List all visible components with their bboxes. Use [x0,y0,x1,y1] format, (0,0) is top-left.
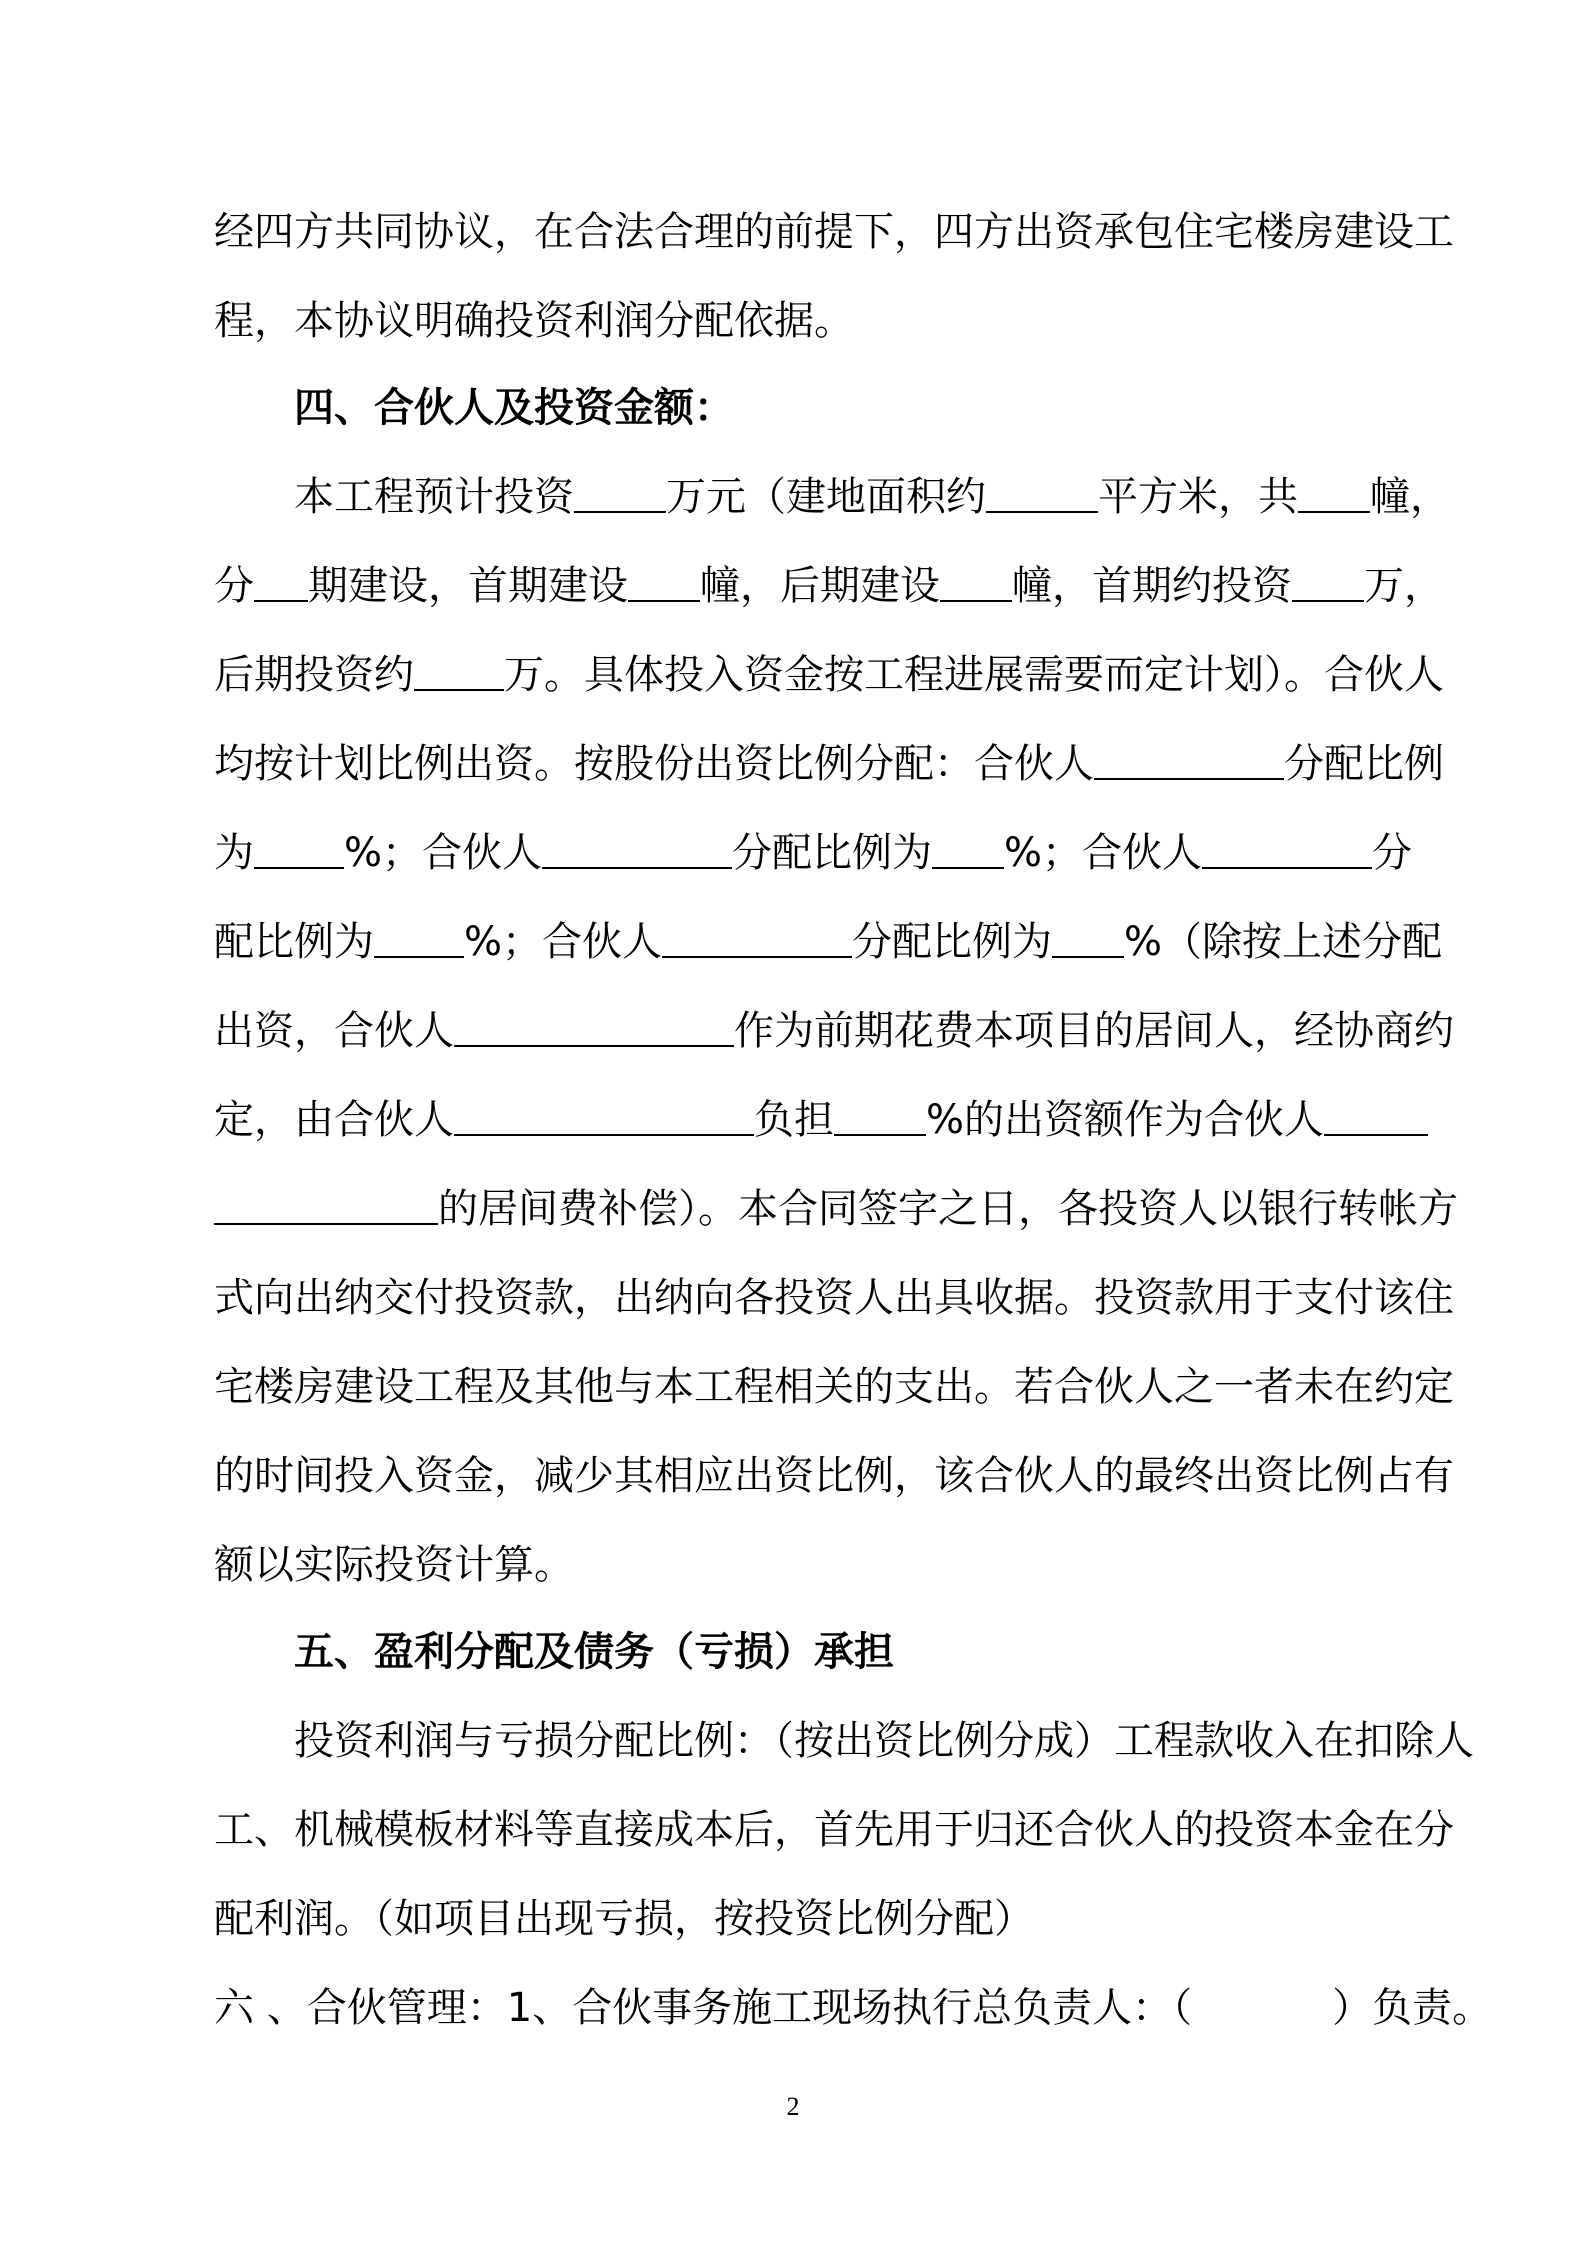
blank-field [1324,1090,1428,1136]
blank-field [1292,556,1364,602]
paragraph-line: 工、机械模板材料等直接成本后，首先用于归还合伙人的投资本金在分 [214,1807,1454,1853]
blank-field [628,556,700,602]
blank-field [1298,467,1370,513]
blank-field [254,556,308,602]
blank-field [662,912,852,958]
paragraph-line: 后期投资约 万。具体投入资金按工程进展需要而定计划）。合伙人 [214,645,1384,705]
paragraph-line: 为 %；合伙人 分配比例为 %；合伙人 分 [214,823,1384,883]
paragraph-line: 分 期建设，首期建设 幢，后期建设 幢，首期约投资 万， [214,556,1384,616]
blank-field [454,1001,734,1047]
paragraph-line: 式向出纳交付投资款，出纳向各投资人出具收据。投资款用于支付该住 [214,1275,1454,1321]
blank-field [374,912,464,958]
blank-field [986,467,1098,513]
blank-field [254,823,344,869]
paragraph-line: 额以实际投资计算。 [214,1542,574,1588]
blank-field [542,823,732,869]
paragraph-line: 投资利润与亏损分配比例：（按出资比例分成）工程款收入在扣除人 [294,1718,1474,1764]
blank-field [1094,734,1284,780]
blank-field [1202,823,1372,869]
blank-field [834,1090,926,1136]
paragraph-line: 本工程预计投资 万元（建地面积约 平方米，共 幢， [294,467,1384,527]
paragraph-line: 宅楼房建设工程及其他与本工程相关的支出。若合伙人之一者未在约定 [214,1364,1454,1410]
blank-field [214,1179,438,1225]
page-number: 2 [786,2092,800,2121]
paragraph-line: 出资，合伙人 作为前期花费本项目的居间人，经协商约 [214,1001,1384,1061]
paragraph-line: 定，由合伙人 负担 %的出资额作为合伙人 [214,1090,1384,1150]
blank-field [454,1090,754,1136]
blank-field [414,645,504,691]
paragraph-line: 配比例为 %；合伙人 分配比例为 %（除按上述分配 [214,912,1384,972]
paragraph-line: 程，本协议明确投资利润分配依据。 [214,298,854,344]
paragraph-line: 六 、合伙管理：1、合伙事务施工现场执行总负责人：（ ）负责。 [214,1985,1493,2031]
blank-field [940,556,1012,602]
section-heading: 五、盈利分配及债务（亏损）承担 [294,1629,894,1675]
paragraph-line: 的时间投入资金，减少其相应出资比例，该合伙人的最终出资比例占有 [214,1453,1454,1499]
blank-field [1052,912,1124,958]
section-heading: 四、合伙人及投资金额： [294,385,734,431]
paragraph-line: 的居间费补偿）。本合同签字之日，各投资人以银行转帐方 [214,1179,1384,1239]
paragraph-line: 经四方共同协议，在合法合理的前提下，四方出资承包住宅楼房建设工 [214,209,1454,255]
blank-field [574,467,666,513]
paragraph-line: 均按计划比例出资。按股份出资比例分配：合伙人 分配比例 [214,734,1384,794]
paragraph-line: 配利润。（如项目出现亏损，按投资比例分配） [214,1896,1034,1942]
blank-field [932,823,1004,869]
